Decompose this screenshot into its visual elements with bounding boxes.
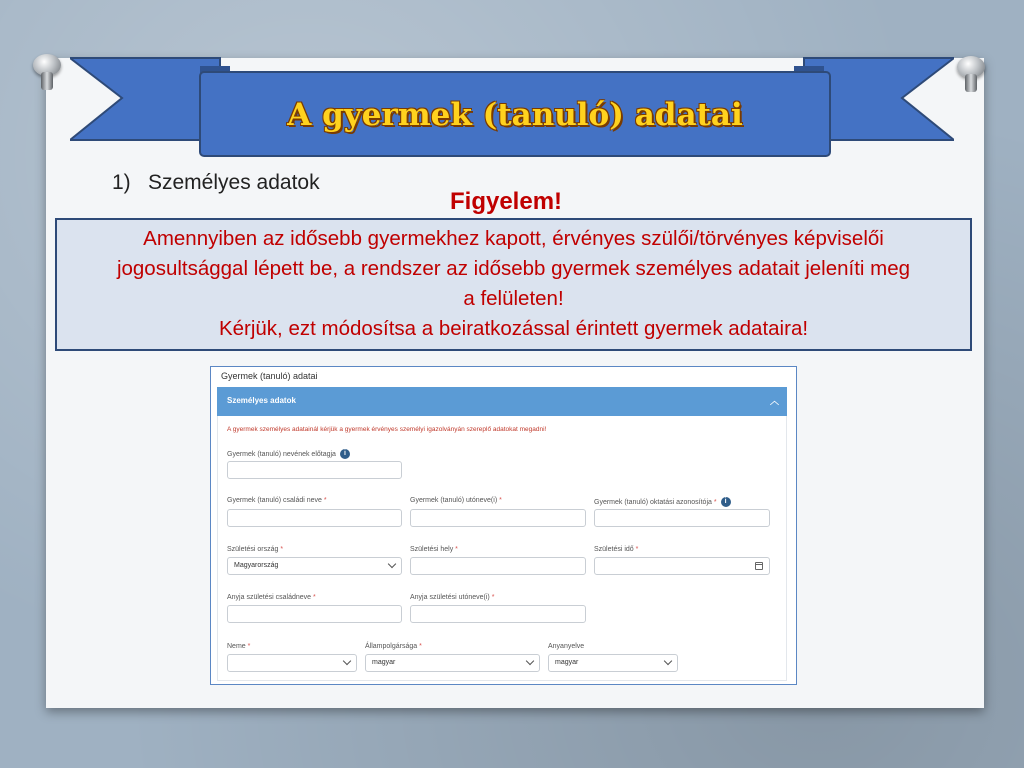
edu-id-input[interactable] [594, 509, 770, 527]
birth-country-select[interactable]: Magyarország [227, 557, 402, 575]
mother-family-name-input[interactable] [227, 605, 402, 623]
pushpin-right-icon [954, 56, 988, 96]
gender-select[interactable] [227, 654, 357, 672]
panel-header-label: Személyes adatok [227, 396, 296, 405]
slide-title: A gyermek (tanuló) adatai [287, 97, 743, 133]
section-label: Személyes adatok [148, 171, 320, 194]
chevron-down-icon [664, 657, 672, 665]
personal-data-panel-header[interactable] [217, 387, 787, 416]
mother-tongue-select[interactable]: magyar [548, 654, 678, 672]
calendar-icon[interactable] [755, 562, 763, 570]
birth-country-label: Születési ország * [227, 546, 284, 553]
chevron-up-icon[interactable]: ︿ [769, 396, 779, 406]
prefix-label: Gyermek (tanuló) nevének előtagja i [227, 449, 350, 459]
citizenship-select[interactable]: magyar [365, 654, 540, 672]
form-screenshot [210, 366, 797, 685]
form-title: Gyermek (tanuló) adatai [221, 371, 318, 381]
warning-line: jogosultsággal lépett be, a rendszer az idősebb gyermek személyes adatait jeleníti meg [116, 257, 911, 280]
family-name-label: Gyermek (tanuló) családi neve * [227, 497, 327, 504]
given-name-label: Gyermek (tanuló) utóneve(i) * [410, 497, 502, 504]
given-name-input[interactable] [410, 509, 586, 527]
chevron-down-icon [343, 657, 351, 665]
gender-label: Neme * [227, 643, 251, 650]
info-icon[interactable]: i [340, 449, 350, 459]
pushpin-left-icon [30, 54, 64, 94]
mother-family-name-label: Anyja születési családneve * [227, 594, 316, 601]
prefix-input[interactable] [227, 461, 402, 479]
mother-tongue-label: Anyanyelve [548, 643, 585, 650]
birth-date-label: Születési idő * [594, 546, 639, 553]
citizenship-label: Állampolgársága * [365, 643, 422, 650]
warning-title: Figyelem! [450, 188, 563, 215]
birth-place-input[interactable] [410, 557, 586, 575]
chevron-down-icon [388, 560, 396, 568]
section-number: 1) [112, 171, 131, 194]
mother-given-name-input[interactable] [410, 605, 586, 623]
form-notice: A gyermek személyes adatainál kérjük a gyermek érvényes személyi igazolványán szereplő adatokat megadni! [227, 426, 547, 433]
mother-given-name-label: Anyja születési utóneve(i) * [410, 594, 495, 601]
warning-line: a felületen! [463, 287, 564, 310]
warning-box [55, 218, 972, 351]
birth-place-label: Születési hely * [410, 546, 458, 553]
warning-line: Amennyiben az idősebb gyermekhez kapott, érvényes szülői/törvényes képviselői [143, 227, 884, 250]
chevron-down-icon [526, 657, 534, 665]
edu-id-label: Gyermek (tanuló) oktatási azonosítója * i [594, 497, 731, 507]
birth-date-input[interactable] [594, 557, 770, 575]
info-icon[interactable]: i [721, 497, 731, 507]
family-name-input[interactable] [227, 509, 402, 527]
warning-line: Kérjük, ezt módosítsa a beiratkozással érintett gyermek adataira! [218, 317, 809, 340]
section-heading [112, 171, 320, 195]
